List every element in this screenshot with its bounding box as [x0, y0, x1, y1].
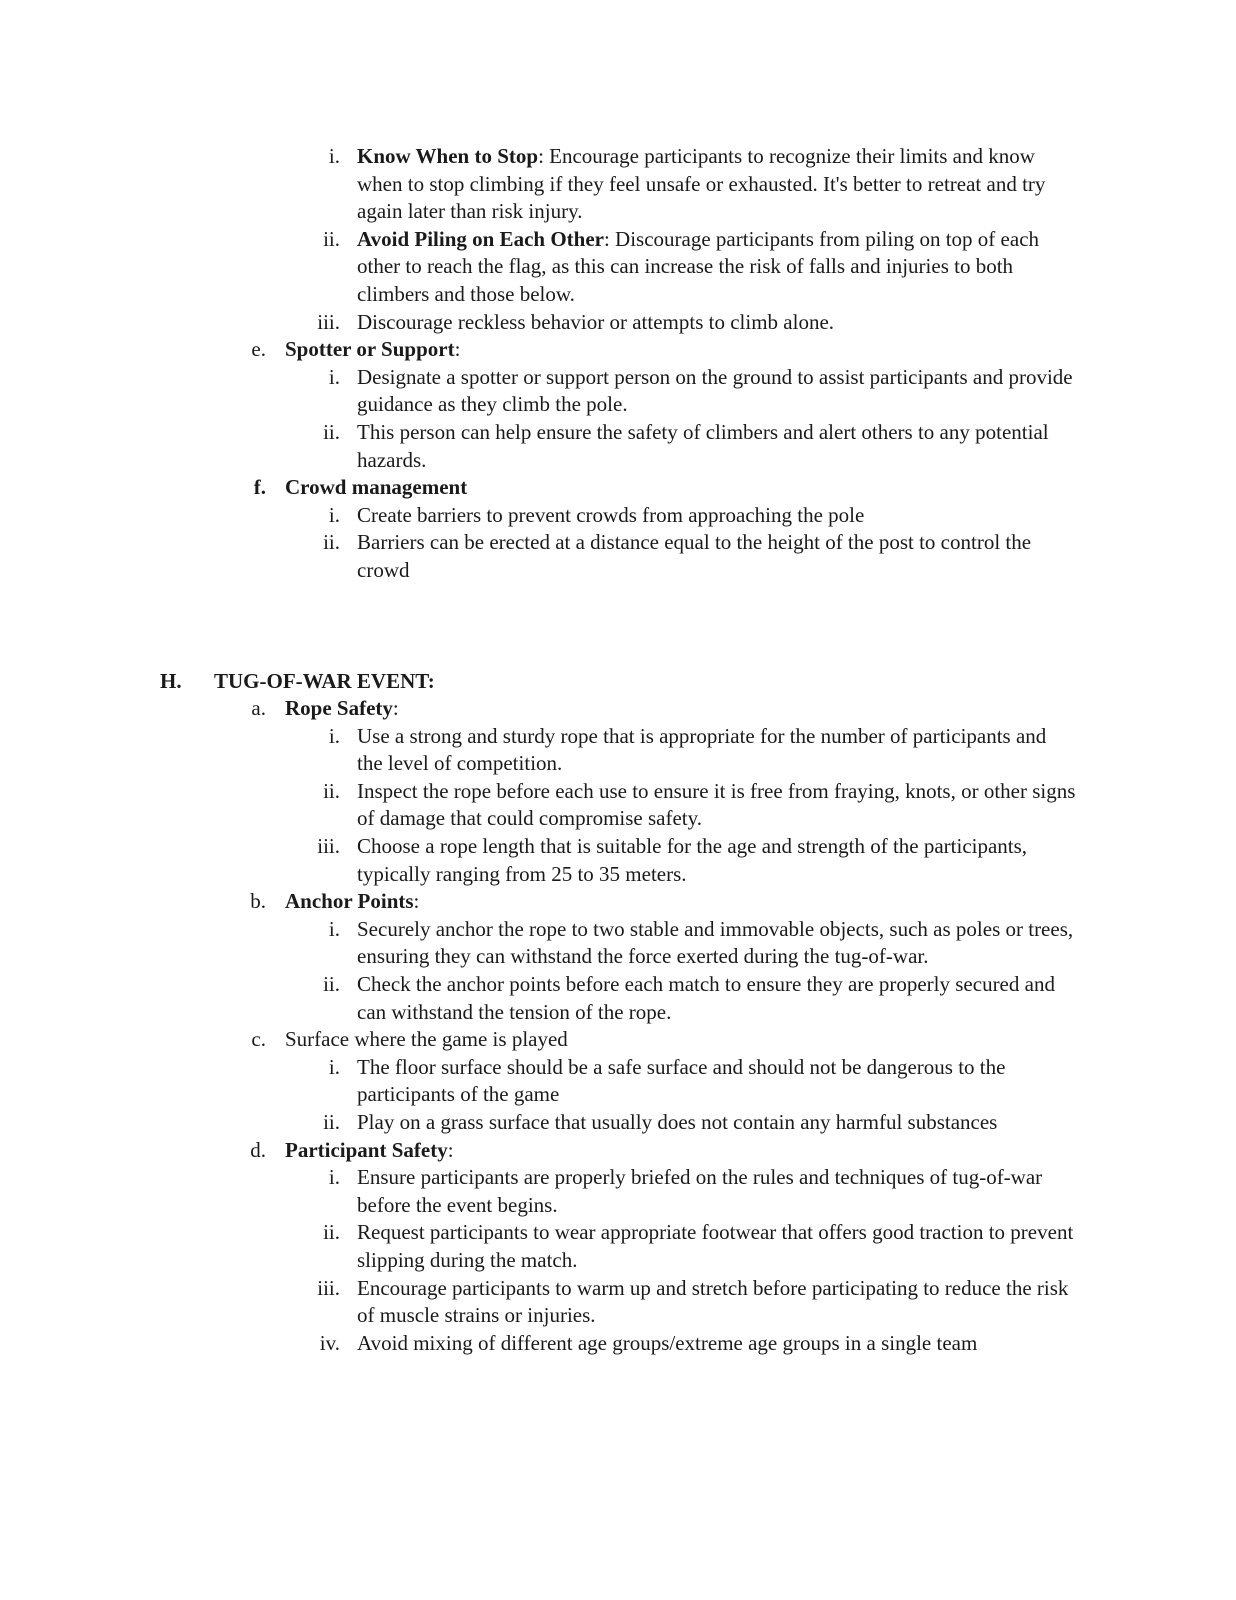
item-body: Discourage reckless behavior or attempts to climb alone.: [357, 309, 835, 334]
item-body: The floor surface should be a safe surface and should not be dangerous to the participants of the game: [357, 1054, 1006, 1107]
list-item: [0, 1109, 1236, 1137]
list-item: [0, 1219, 1236, 1274]
section-spacer: [0, 585, 1236, 668]
list-item: [0, 1054, 1236, 1109]
section-title: TUG-OF-WAR EVENT:: [214, 668, 435, 693]
item-marker: i.: [328, 144, 340, 168]
subsection-marker: e.: [251, 337, 266, 362]
list-item: [0, 1330, 1236, 1358]
section-heading: [0, 668, 1236, 696]
subsection-heading: [0, 1026, 1236, 1054]
list-item: [0, 971, 1236, 1026]
item-marker: ii.: [323, 972, 340, 997]
item-marker: ii.: [323, 1110, 340, 1134]
item-marker: iii.: [317, 1275, 340, 1300]
item-marker: iv.: [319, 1330, 340, 1355]
subsection-heading: [0, 1137, 1236, 1165]
list-item: [0, 778, 1236, 833]
list-item: [0, 1275, 1236, 1330]
item-marker: i.: [328, 1054, 340, 1079]
list-item: [0, 143, 1236, 226]
item-body: Use a strong and sturdy rope that is appropriate for the number of participants and the level of competition.: [357, 723, 1047, 776]
subsection-title: Crowd management: [285, 475, 468, 500]
subsection-title: Spotter or Support: [285, 337, 455, 362]
item-marker: i.: [328, 1165, 340, 1190]
item-heading: Know When to Stop: [357, 144, 539, 168]
item-marker: ii.: [323, 1220, 340, 1245]
item-marker: ii.: [323, 778, 340, 803]
item-heading: Avoid Piling on Each Other: [357, 226, 604, 251]
section-marker: H.: [160, 668, 182, 693]
item-body: Create barriers to prevent crowds from approaching the pole: [357, 502, 865, 527]
subsection-heading: [0, 474, 1236, 502]
item-body: Play on a grass surface that usually does not contain any harmful substances: [357, 1110, 998, 1134]
subsection-suffix: :: [454, 337, 461, 362]
item-body: Designate a spotter or support person on the ground to assist participants and provide guidance as they climb the pole.: [357, 364, 1073, 417]
list-item: [0, 226, 1236, 309]
item-body: Choose a rope length that is suitable for the age and strength of the participants, typically ranging from 25 to 35 meters.: [357, 834, 1028, 886]
item-marker: i.: [328, 364, 340, 389]
subsection-title: Rope Safety: [285, 696, 393, 721]
item-marker: ii.: [323, 530, 340, 555]
subsection-marker: a.: [251, 696, 266, 721]
item-marker: i.: [328, 916, 340, 941]
subsection-title: Anchor Points: [285, 889, 414, 914]
item-body: Securely anchor the rope to two stable and immovable objects, such as poles or trees, ensuring they can withstand the force exerted during the tug-of-war.: [357, 916, 1074, 969]
item-body: Barriers can be erected at a distance equal to the height of the post to control the crowd: [357, 530, 1032, 582]
item-body: Request participants to wear appropriate footwear that offers good traction to prevent slipping during the match.: [357, 1220, 1074, 1272]
item-body: Avoid mixing of different age groups/extreme age groups in a single team: [357, 1330, 978, 1355]
item-body: This person can help ensure the safety of climbers and alert others to any potential hazards.: [357, 419, 1049, 472]
subsection-title: Participant Safety: [285, 1137, 448, 1162]
subsection-heading: [0, 336, 1236, 364]
subsection-suffix: :: [392, 696, 399, 721]
item-marker: iii.: [317, 834, 340, 859]
subsection-title: Surface where the game is played: [285, 1027, 568, 1052]
item-marker: iii.: [317, 309, 340, 334]
item-marker: i.: [328, 723, 340, 748]
list-item: [0, 529, 1236, 584]
item-marker: ii.: [323, 226, 340, 251]
item-marker: i.: [328, 502, 340, 527]
subsection-marker: c.: [251, 1027, 266, 1052]
subsection-marker: b.: [250, 889, 266, 914]
list-item: [0, 833, 1236, 888]
subsection-marker: f.: [253, 475, 266, 500]
list-item: [0, 364, 1236, 419]
subsection-suffix: :: [447, 1137, 454, 1162]
item-marker: ii.: [323, 419, 340, 444]
list-item: [0, 502, 1236, 530]
item-body: : Encourage participants to recognize their limits and know when to stop climbing if they feel unsafe or exhausted. It's better to retreat and try again later than risk injury.: [357, 144, 1046, 224]
list-item: [0, 1164, 1236, 1219]
list-item: [0, 916, 1236, 971]
item-body: : Discourage participants from piling on top of each other to reach the flag, as this can increase the risk of falls and injuries to both climbers and those below.: [357, 226, 1040, 306]
list-item: [0, 723, 1236, 778]
subsection-heading: [0, 695, 1236, 723]
list-item: [0, 309, 1236, 337]
subsection-suffix: :: [413, 889, 420, 914]
item-body: Check the anchor points before each match to ensure they are properly secured and can withstand the tension of the rope.: [357, 972, 1055, 1024]
item-body: Encourage participants to warm up and stretch before participating to reduce the risk of muscle strains or injuries.: [357, 1275, 1069, 1328]
document-page: [0, 143, 1236, 1357]
list-item: [0, 419, 1236, 474]
item-body: Ensure participants are properly briefed on the rules and techniques of tug-of-war before the event begins.: [357, 1165, 1043, 1217]
item-body: Inspect the rope before each use to ensure it is free from fraying, knots, or other signs of damage that could compromise safety.: [357, 778, 1076, 831]
subsection-marker: d.: [250, 1137, 266, 1162]
subsection-heading: [0, 888, 1236, 916]
